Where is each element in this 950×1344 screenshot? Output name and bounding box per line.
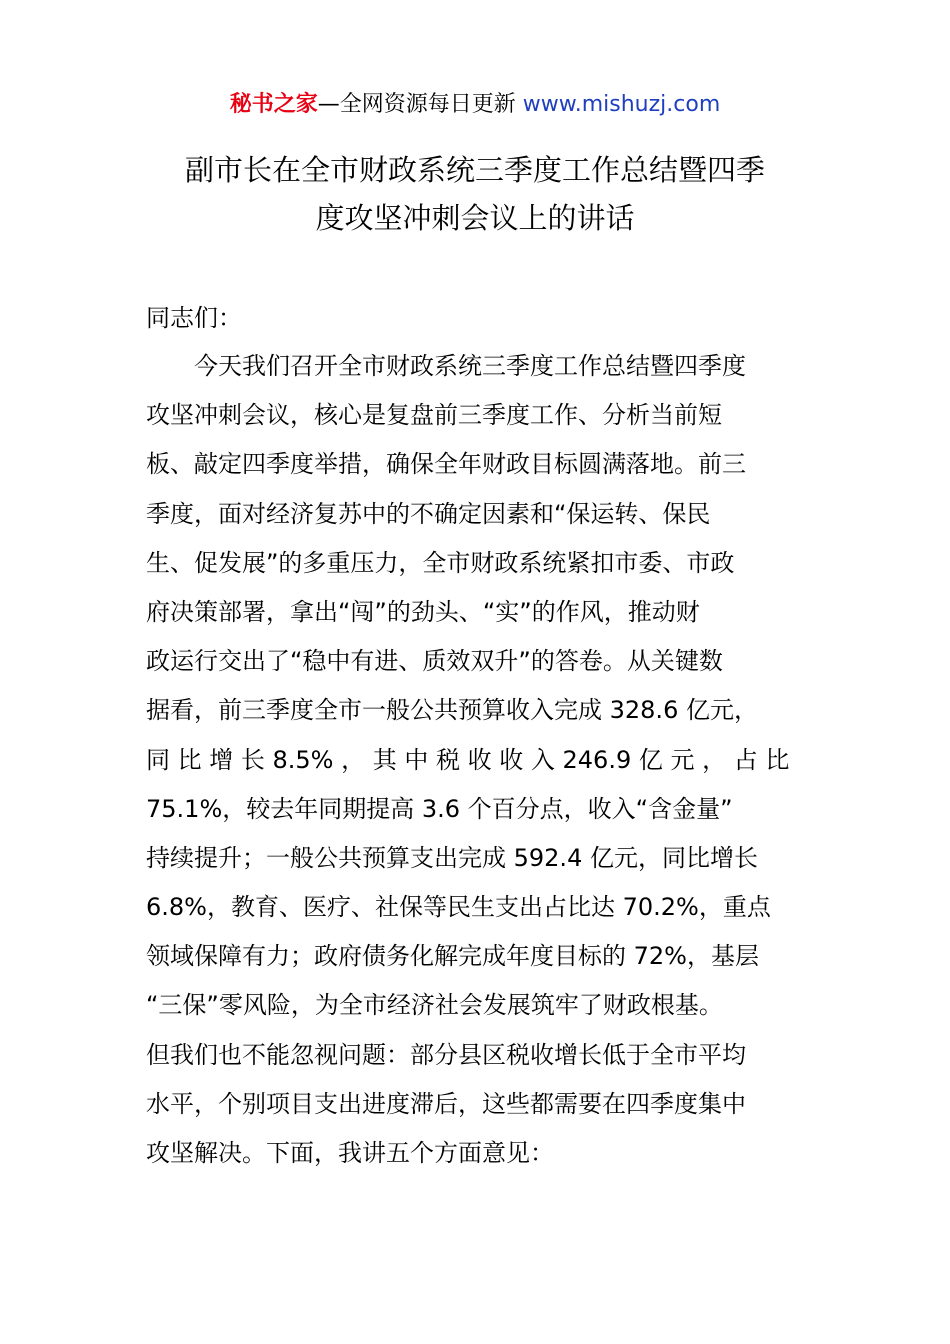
body-line: 水平，个别项目支出进度滞后，这些都需要在四季度集中 bbox=[146, 1089, 746, 1118]
body-line: 季度，面对经济复苏中的不确定因素和“保运转、保民 bbox=[146, 499, 711, 528]
body-line: 今天我们召开全市财政系统三季度工作总结暨四季度 bbox=[194, 352, 746, 380]
body-line: 但我们也不能忽视问题：部分县区税收增长低于全市平均 bbox=[146, 1040, 746, 1069]
body-line: 政运行交出了“稳中有进、质效双升”的答卷。从关键数 bbox=[146, 647, 723, 676]
body-line: “三保”零风险，为全市经济社会发展筑牢了财政根基。 bbox=[146, 991, 723, 1020]
speech-body bbox=[146, 346, 808, 1182]
body-line: 6.8%，教育、医疗、社保等民生支出占比达 70.2%，重点 bbox=[146, 893, 771, 922]
site-url-link[interactable]: www.mishuzj.com bbox=[522, 92, 721, 117]
body-line: 同 比 增 长 8.5% ， 其 中 税 收 收 入 246.9 亿 元 ， 占 比 bbox=[146, 745, 790, 774]
body-line: 攻坚解决。下面，我讲五个方面意见： bbox=[146, 1139, 554, 1167]
title-line-1: 副市长在全市财政系统三季度工作总结暨四季 bbox=[184, 153, 765, 187]
salutation: 同志们： bbox=[146, 304, 242, 332]
title-line-2: 度攻坚冲刺会议上的讲话 bbox=[315, 201, 635, 235]
body-line: 生、促发展”的多重压力，全市财政系统紧扣市委、市政 bbox=[146, 548, 735, 577]
body-line: 攻坚冲刺会议，核心是复盘前三季度工作、分析当前短 bbox=[146, 401, 722, 430]
body-line: 板、敲定四季度举措，确保全年财政目标圆满落地。前三 bbox=[146, 450, 746, 479]
brand-name: 秘书之家 bbox=[229, 92, 318, 117]
body-line: 持续提升；一般公共预算支出完成 592.4 亿元，同比增长 bbox=[146, 843, 758, 872]
header-tagline: —全网资源每日更新 bbox=[317, 92, 523, 117]
body-line: 75.1%，较去年同期提高 3.6 个百分点，收入“含金量” bbox=[146, 794, 733, 823]
body-line: 府决策部署，拿出“闯”的劲头、“实”的作风，推动财 bbox=[146, 597, 700, 626]
body-line: 据看，前三季度全市一般公共预算收入完成 328.6 亿元， bbox=[146, 696, 758, 725]
document-title bbox=[120, 146, 830, 242]
site-header bbox=[0, 88, 950, 122]
body-line: 领域保障有力；政府债务化解完成年度目标的 72%，基层 bbox=[146, 942, 759, 971]
